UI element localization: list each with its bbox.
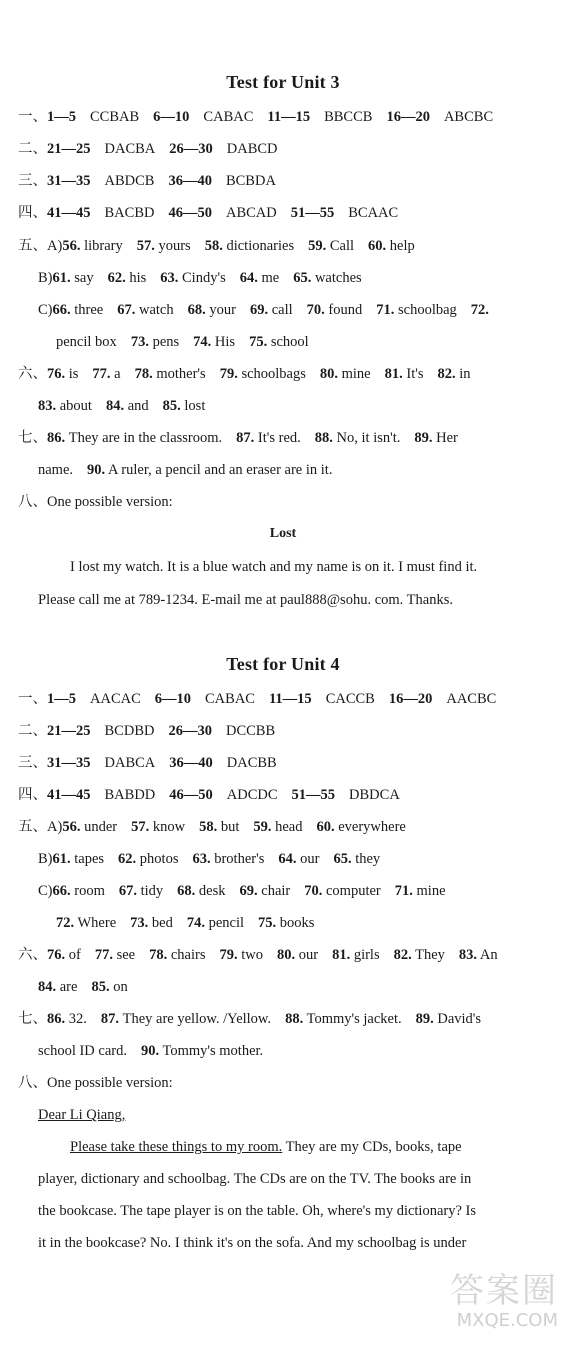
unit3-section-2: 二、21—25 DACBA 26—30 DABCD xyxy=(18,141,278,157)
unit3-section-3: 三、31—35 ABDCB 36—40 BCBDA xyxy=(18,173,276,189)
unit3-section-5c-cont: pencil box 73. pens 74. His 75. school xyxy=(56,334,309,350)
unit4-letter-line-4: it in the bookcase? No. I think it's on the sofa. And my schoolbag is under xyxy=(38,1235,467,1251)
unit4-section-5c: C)66. room 67. tidy 68. desk 69. chair 70. computer 71. mine xyxy=(38,883,446,899)
unit3-section-6: 六、76. is 77. a 78. mother's 79. schoolbags 80. mine 81. It's 82. in xyxy=(18,366,471,382)
unit4-letter-line-3: the bookcase. The tape player is on the table. Oh, where's my dictionary? Is xyxy=(38,1203,477,1219)
unit4-letter-salutation: Dear Li Qiang, xyxy=(38,1107,126,1123)
unit3-section-7: 七、86. They are in the classroom. 87. It's red. 88. No, it isn't. 89. Her xyxy=(18,430,458,446)
unit4-section-7: 七、86. 32. 87. They are yellow. /Yellow. 88. Tommy's jacket. 89. David's xyxy=(18,1011,482,1027)
unit3-section-7-cont: name. 90. A ruler, a pencil and an eraser are in it. xyxy=(38,462,333,478)
unit3-section-4: 四、41—45 BACBD 46—50 ABCAD 51—55 BCAAC xyxy=(18,205,399,221)
unit4-letter-line-1: Please take these things to my room. They are my CDs, books, tape xyxy=(70,1139,462,1155)
unit4-section-5b: B)61. tapes 62. photos 63. brother's 64. our 65. they xyxy=(38,851,381,867)
unit4-title: Test for Unit 4 xyxy=(226,654,340,674)
unit3-section-5a: 五、A)56. library 57. yours 58. dictionaries 59. Call 60. help xyxy=(18,238,415,254)
unit4-section-8: 八、One possible version: xyxy=(18,1075,173,1091)
unit4-section-7-cont: school ID card. 90. Tommy's mother. xyxy=(38,1043,264,1059)
unit3-essay-line-1: I lost my watch. It is a blue watch and my name is on it. I must find it. xyxy=(70,559,478,575)
unit4-section-4: 四、41—45 BABDD 46—50 ADCDC 51—55 DBDCA xyxy=(18,787,400,803)
unit3-section-1: 一、1—5 CCBAB 6—10 CABAC 11—15 BBCCB 16—20 ABCBC xyxy=(18,109,494,125)
unit3-essay-title: Lost xyxy=(269,526,297,541)
unit4-section-2: 二、21—25 BCDBD 26—30 DCCBB xyxy=(18,723,276,739)
watermark-text: 答案圈 xyxy=(450,1271,558,1311)
watermark-url: MXQE.COM xyxy=(456,1310,558,1331)
unit3-section-5b: B)61. say 62. his 63. Cindy's 64. me 65. watches xyxy=(38,270,362,286)
unit3-section-5c: C)66. three 67. watch 68. your 69. call 70. found 71. schoolbag 72. xyxy=(38,302,489,318)
unit4-letter-line-2: player, dictionary and schoolbag. The CDs are on the TV. The books are in xyxy=(38,1171,472,1187)
unit3-title: Test for Unit 3 xyxy=(226,72,340,92)
unit4-section-5a: 五、A)56. under 57. know 58. but 59. head 60. everywhere xyxy=(18,819,406,835)
unit4-section-3: 三、31—35 DABCA 36—40 DACBB xyxy=(18,755,277,771)
unit3-essay-line-2: Please call me at 789-1234. E-mail me at paul888@sohu. com. Thanks. xyxy=(38,592,453,608)
unit3-section-8: 八、One possible version: xyxy=(18,494,173,510)
unit3-section-6-cont: 83. about 84. and 85. lost xyxy=(38,398,206,414)
unit4-section-5c-cont: 72. Where 73. bed 74. pencil 75. books xyxy=(56,915,315,931)
unit4-section-6-cont: 84. are 85. on xyxy=(38,979,128,995)
watermark-logo xyxy=(408,1272,558,1342)
unit4-section-6: 六、76. of 77. see 78. chairs 79. two 80. our 81. girls 82. They 83. An xyxy=(18,947,498,963)
unit4-section-1: 一、1—5 AACAC 6—10 CABAC 11—15 CACCB 16—20 AACBC xyxy=(18,691,497,707)
